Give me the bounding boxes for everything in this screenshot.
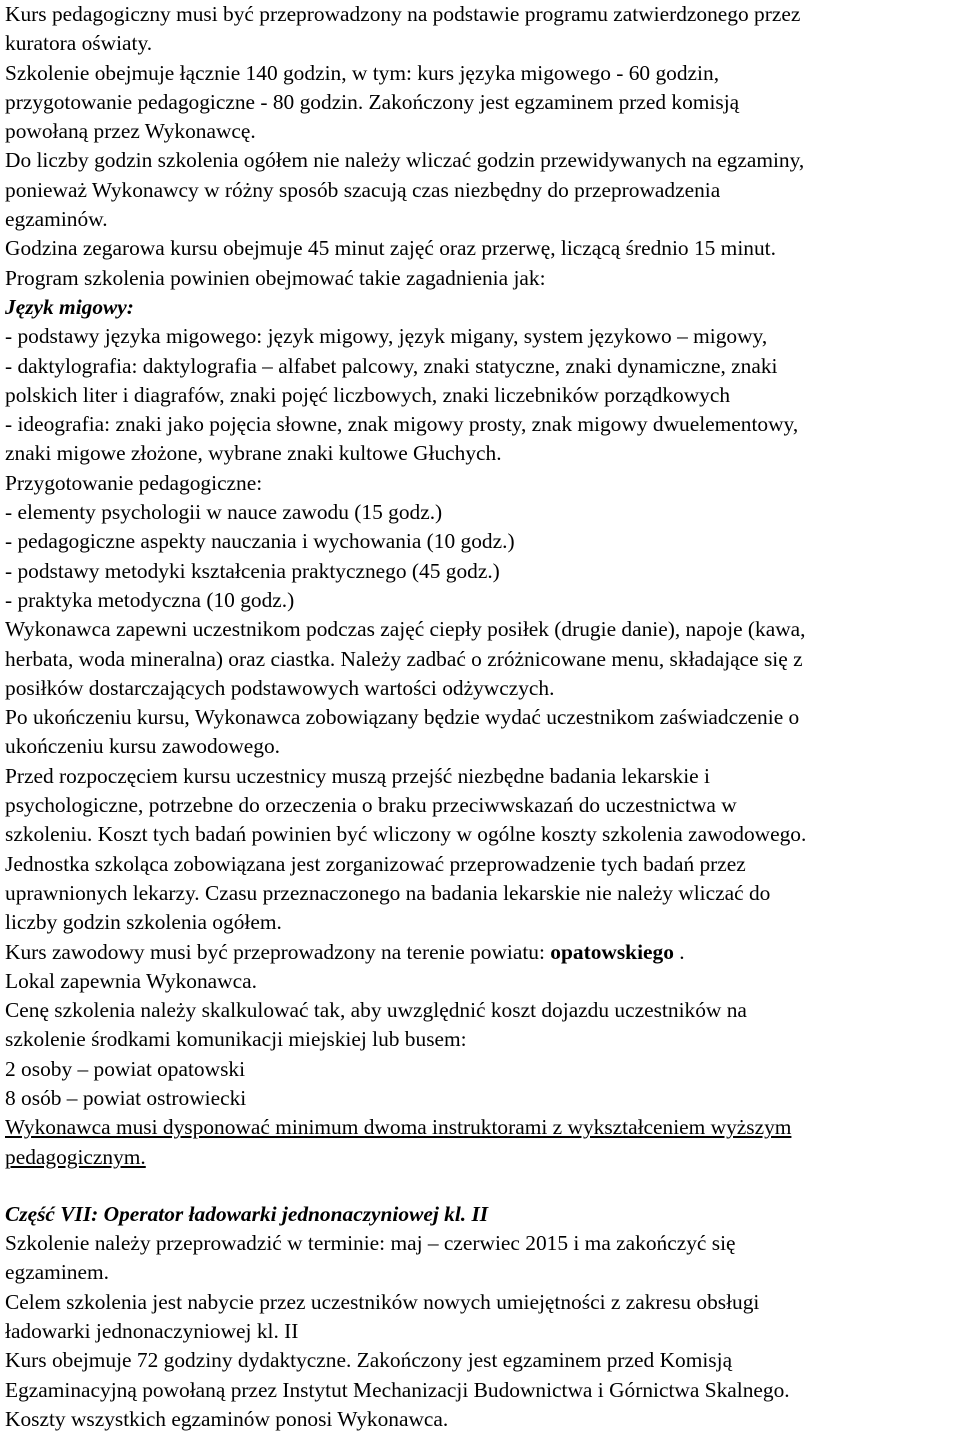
kurs-location-prefix: Kurs zawodowy musi być przeprowadzony na terenie powiatu: [5, 939, 551, 964]
text-line: Do liczby godzin szkolenia ogółem nie należy wliczać godzin przewidywanych na egzaminy, [5, 148, 805, 173]
list-item: - elementy psychologii w nauce zawodu (15 godz.) [5, 500, 443, 525]
text-line: - daktylografia: daktylografia – alfabet palcowy, znaki statyczne, znaki dynamiczne, znaki [5, 353, 778, 378]
text-line: Celem szkolenia jest nabycie przez uczestników nowych umiejętności z zakresu obsługi [5, 1289, 760, 1314]
text-line: Szkolenie należy przeprowadzić w terminie: maj – czerwiec 2015 i ma zakończyć się [5, 1231, 736, 1256]
kurs-location-powiat: opatowskiego [550, 939, 674, 964]
underlined-requirement-line [5, 1143, 960, 1172]
subheading-jezyk-migowy: Język migowy: [5, 294, 134, 319]
subheading-przygotowanie: Przygotowanie pedagogiczne: [5, 470, 263, 495]
text-line: Egzaminacyjną powołaną przez Instytut Mechanizacji Budownictwa i Górnictwa Skalnego. [5, 1377, 790, 1402]
text-line: Po ukończeniu kursu, Wykonawca zobowiązany będzie wydać uczestnikom zaświadczenie o [5, 705, 800, 730]
text-line: ładowarki jednonaczyniowej kl. II [5, 1319, 299, 1344]
text-line: kuratora oświaty. [5, 31, 153, 56]
list-item: - praktyka metodyczna (10 godz.) [5, 587, 295, 612]
underlined-requirement-line [5, 1113, 960, 1142]
text-line: polskich liter i diagrafów, znaki pojęć liczbowych, znaki liczebników porządkowych [5, 382, 731, 407]
text-line: psychologiczne, potrzebne do orzeczenia o braku przeciwwskazań do uczestnictwa w [5, 793, 737, 818]
text-line: Godzina zegarowa kursu obejmuje 45 minut zajęć oraz przerwę, liczącą średnio 15 minut. [5, 236, 776, 261]
text-line: herbata, woda mineralna) oraz ciastka. Należy zadbać o zróżnicowane menu, składające się z [5, 646, 803, 671]
text-line: Wykonawca zapewni uczestnikom podczas zajęć ciepły posiłek (drugie danie), napoje (kawa, [5, 617, 806, 642]
text-line: - ideografia: znaki jako pojęcia słowne, znak migowy prosty, znak migowy dwuelementowy, [5, 412, 799, 437]
text-line: Jednostka szkoląca zobowiązana jest zorganizować przeprowadzenie tych badań przez [5, 851, 746, 876]
list-item: - podstawy metodyki kształcenia praktycznego (45 godz.) [5, 558, 500, 583]
kurs-location-suffix: . [673, 939, 685, 964]
text-line: egzaminem. [5, 1260, 109, 1285]
underlined-text: Wykonawca musi dysponować minimum dwoma instruktorami z wykształceniem wyższym [5, 1115, 792, 1140]
list-item: - pedagogiczne aspekty nauczania i wychowania (10 godz.) [5, 529, 515, 554]
text-line: Lokal zapewnia Wykonawca. [5, 968, 257, 993]
text-line: powołaną przez Wykonawcę. [5, 119, 256, 144]
text-line: ukończeniu kursu zawodowego. [5, 734, 281, 759]
text-line: liczby godzin szkolenia ogółem. [5, 910, 282, 935]
text-line: - podstawy języka migowego: język migowy, język migany, system językowo – migowy, [5, 324, 768, 349]
text-line: Cenę szkolenia należy skalkulować tak, aby uwzględnić koszt dojazdu uczestników na [5, 998, 747, 1023]
text-line: ponieważ Wykonawcy w różny sposób szacują czas niezbędny do przeprowadzenia [5, 177, 721, 202]
text-line: egzaminów. [5, 207, 108, 232]
text-line: szkolenie środkami komunikacji miejskiej lub busem: [5, 1027, 467, 1052]
text-line: znaki migowe złożone, wybrane znaki kultowe Głuchych. [5, 441, 502, 466]
text-line: Program szkolenia powinien obejmować takie zagadnienia jak: [5, 265, 546, 290]
text-line: Przed rozpoczęciem kursu uczestnicy muszą przejść niezbędne badania lekarskie i [5, 763, 710, 788]
text-line: szkoleniu. Koszt tych badań powinien być wliczony w ogólne koszty szkolenia zawodowego. [5, 822, 807, 847]
text-line: Kurs obejmuje 72 godziny dydaktyczne. Zakończony jest egzaminem przed Komisją [5, 1348, 733, 1373]
text-line: 2 osoby – powiat opatowski [5, 1056, 246, 1081]
underlined-text: pedagogicznym. [5, 1144, 146, 1169]
text-line: przygotowanie pedagogiczne - 80 godzin. Zakończony jest egzaminem przed komisją [5, 89, 740, 114]
kurs-location-line [5, 938, 960, 967]
text-line: Kurs pedagogiczny musi być przeprowadzony na podstawie programu zatwierdzonego przez [5, 2, 801, 26]
text-line: Szkolenie obejmuje łącznie 140 godzin, w tym: kurs języka migowego - 60 godzin, [5, 60, 720, 85]
text-line: posiłków dostarczających podstawowych wartości odżywczych. [5, 675, 555, 700]
section-heading: Część VII: Operator ładowarki jednonaczyniowej kl. II [5, 1201, 489, 1226]
text-line: 8 osób – powiat ostrowiecki [5, 1085, 247, 1110]
paragraph-gap [5, 1172, 960, 1200]
text-line: uprawnionych lekarzy. Czasu przeznaczonego na badania lekarskie nie należy wliczać do [5, 880, 771, 905]
text-line: Koszty wszystkich egzaminów ponosi Wykonawca. [5, 1406, 449, 1431]
